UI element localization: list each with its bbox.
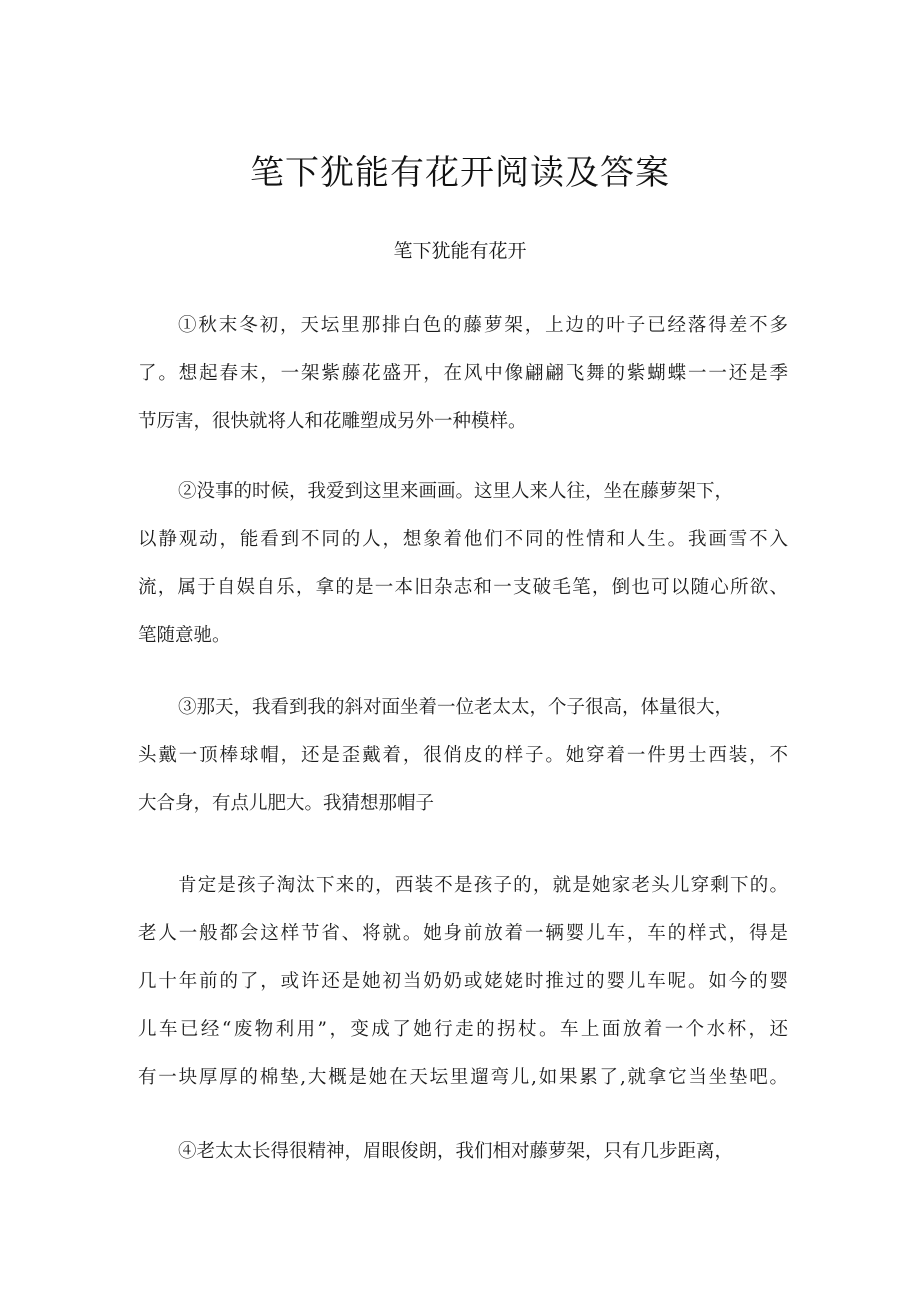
paragraph-1 <box>138 302 788 446</box>
paragraph-line: 笔随意驰。 <box>138 625 231 646</box>
paragraph-line: 大合身，有点儿肥大。我猜想那帽子 <box>138 793 435 814</box>
document-subtitle: 笔下犹能有花开 <box>393 240 527 262</box>
paragraph-line: 儿车已经“废物利用”，变成了她行走的拐杖。车上面放着一个水杯，还 <box>138 1019 788 1040</box>
paragraph-4 <box>138 1128 788 1176</box>
paragraph-3-continued <box>138 862 788 1102</box>
paragraph-line: ④老太太长得很精神，眉眼俊朗，我们相对藤萝架，只有几步距离， <box>178 1141 734 1162</box>
paragraph-line: 几十年前的了，或许还是她初当奶奶或姥姥时推过的婴儿车呢。如今的婴 <box>138 971 788 992</box>
paragraph-line: 以静观动，能看到不同的人，想象着他们不同的性情和人生。我画雪不入 <box>138 529 788 550</box>
paragraph-2 <box>138 468 788 660</box>
paragraph-line: 流，属于自娱自乐，拿的是一本旧杂志和一支破毛笔，倒也可以随心所欲、 <box>138 577 788 598</box>
paragraph-line: 了。想起春末，一架紫藤花盛开，在风中像翩翩飞舞的紫蝴蝶一一还是季 <box>138 363 788 384</box>
paragraph-line: ②没事的时候，我爱到这里来画画。这里人来人往，坐在藤萝架下， <box>178 481 734 502</box>
paragraph-line: ①秋末冬初，天坛里那排白色的藤萝架，上边的叶子已经落得差不多 <box>178 315 788 336</box>
paragraph-line: ③那天，我看到我的斜对面坐着一位老太太，个子很高，体量很大， <box>178 697 734 718</box>
paragraph-line: 头戴一顶棒球帽，还是歪戴着，很俏皮的样子。她穿着一件男士西装，不 <box>138 745 788 766</box>
paragraph-line: 有一块厚厚的棉垫,大概是她在天坛里遛弯儿,如果累了,就拿它当坐垫吧。 <box>138 1067 788 1088</box>
document-title: 笔下犹能有花开阅读及答案 <box>250 153 670 193</box>
paragraph-line: 老人一般都会这样节省、将就。她身前放着一辆婴儿车，车的样式，得是 <box>138 923 788 944</box>
paragraph-line: 节厉害，很快就将人和花雕塑成另外一种模样。 <box>138 411 527 432</box>
paragraph-3 <box>138 684 788 828</box>
paragraph-line: 肯定是孩子淘汰下来的，西装不是孩子的，就是她家老头儿穿剩下的。 <box>178 875 788 896</box>
